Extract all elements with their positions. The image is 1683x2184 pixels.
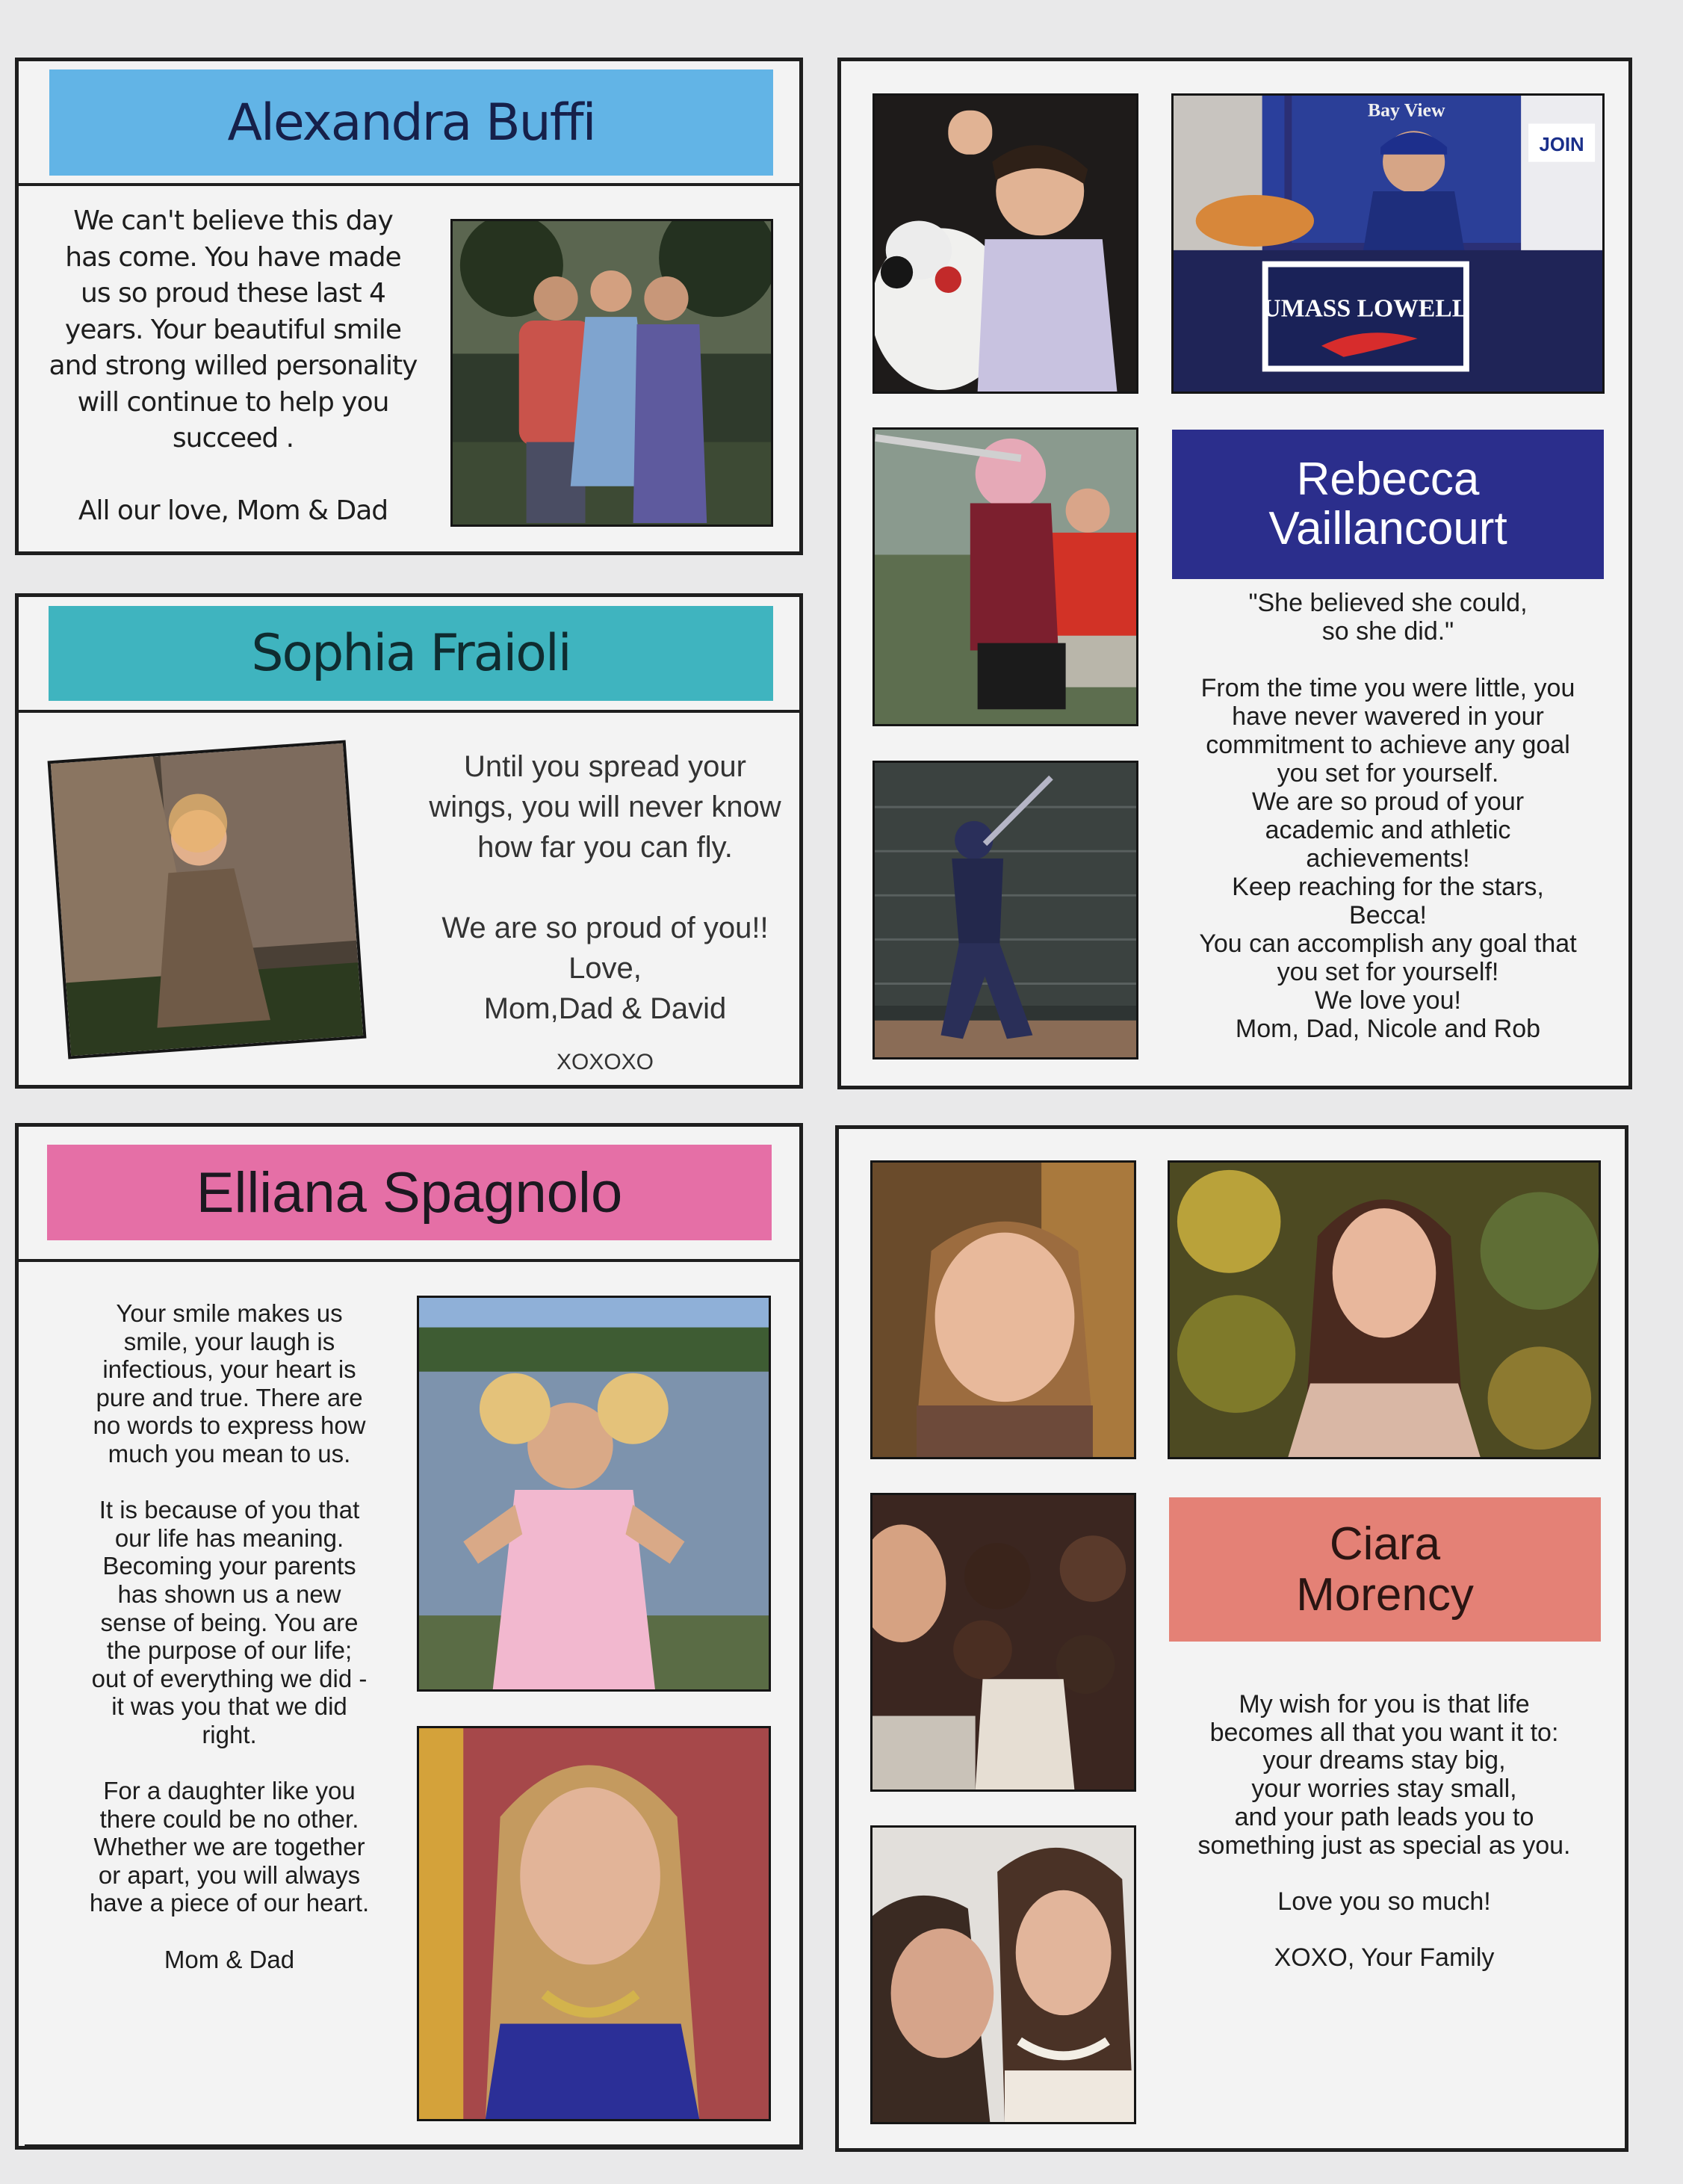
sign-text: Bay View xyxy=(1367,99,1445,121)
toddler-photo-icon xyxy=(48,740,367,1059)
name-banner xyxy=(49,606,773,701)
signoff: XOXOXO xyxy=(556,1050,654,1074)
profile-panel-ciara-morency xyxy=(835,1125,1628,2152)
child-by-water-photo-icon xyxy=(417,1296,771,1692)
profile-panel-alexandra-buffi xyxy=(15,58,803,555)
batter-photo-icon xyxy=(873,761,1138,1059)
name-banner xyxy=(49,69,773,176)
baby-photo-icon xyxy=(873,93,1138,394)
student-name: Sophia Fraioli xyxy=(251,624,571,683)
name-banner xyxy=(47,1145,772,1240)
divider xyxy=(19,710,799,713)
parent-message: Your smile makes us smile, your laugh is infectious, your heart is pure and true. There are no words to express how much you mean to us. It is because of you that our life has meaning. Becoming your parents has shown us a new sense of being. You are the purpose of our life; out of everything we did - it was you that we did right. For a daughter like you there could be no other. Whether we are together or apart, you will always have a piece of our heart. Mom & Dad xyxy=(89,1299,370,1973)
mother-daughter-selfie-photo-icon xyxy=(870,1825,1136,2124)
name-banner xyxy=(1169,1497,1601,1642)
parent-message: Until you spread your wings, you will never know how far you can fly. We are so proud of you!! Love, Mom,Dad & David xyxy=(429,750,781,1025)
join-text: JOIN xyxy=(1539,134,1584,155)
profile-panel-rebecca-vaillancourt xyxy=(837,58,1632,1089)
parent-message: "She believed she could, so she did." From the time you were little, you have never wavered in your commitment to achieve any goal you set for yourself. We are so proud of your academic and athletic achievements! Keep reaching for the stars, Becca! You can accomplish any goal that you set for yourself! We love you! Mom, Dad, Nicole and Rob xyxy=(1199,589,1577,1043)
student-name: Ciara Morency xyxy=(1296,1518,1474,1621)
parent-message: We can't believe this day has come. You have made us so proud these last 4 years. Your beautiful smile and strong willed personality will continue to help you succeed . All our love, Mom & Dad xyxy=(49,205,418,526)
parent-message: My wish for you is that life becomes all that you want it to: your dreams stay big, your worries stay small, and your path leads you to something just as special as you. Love you so much! XOXO, Your Family xyxy=(1197,1690,1571,1973)
student-name: Elliana Spagnolo xyxy=(196,1160,623,1225)
senior-portrait-photo-icon xyxy=(417,1726,771,2121)
profile-panel-sophia-fraioli xyxy=(15,593,803,1089)
profile-panel-elliana-spagnolo xyxy=(15,1123,803,2150)
divider xyxy=(19,183,799,186)
group-selfie-photo-icon xyxy=(870,1493,1136,1792)
page-bottom-rule xyxy=(25,2144,803,2148)
student-name: Alexandra Buffi xyxy=(227,93,595,152)
family-photo-icon xyxy=(450,219,773,527)
child-smiling-photo-icon xyxy=(870,1160,1136,1459)
name-banner xyxy=(1172,430,1604,579)
softball-photo-icon xyxy=(873,427,1138,726)
autumn-portrait-photo-icon xyxy=(1168,1160,1601,1459)
signing-day-photo-icon xyxy=(1171,93,1605,394)
divider xyxy=(19,1259,799,1262)
banner-caption: UMASS LOWELL xyxy=(1262,294,1469,323)
student-name: Rebecca Vaillancourt xyxy=(1268,454,1507,554)
